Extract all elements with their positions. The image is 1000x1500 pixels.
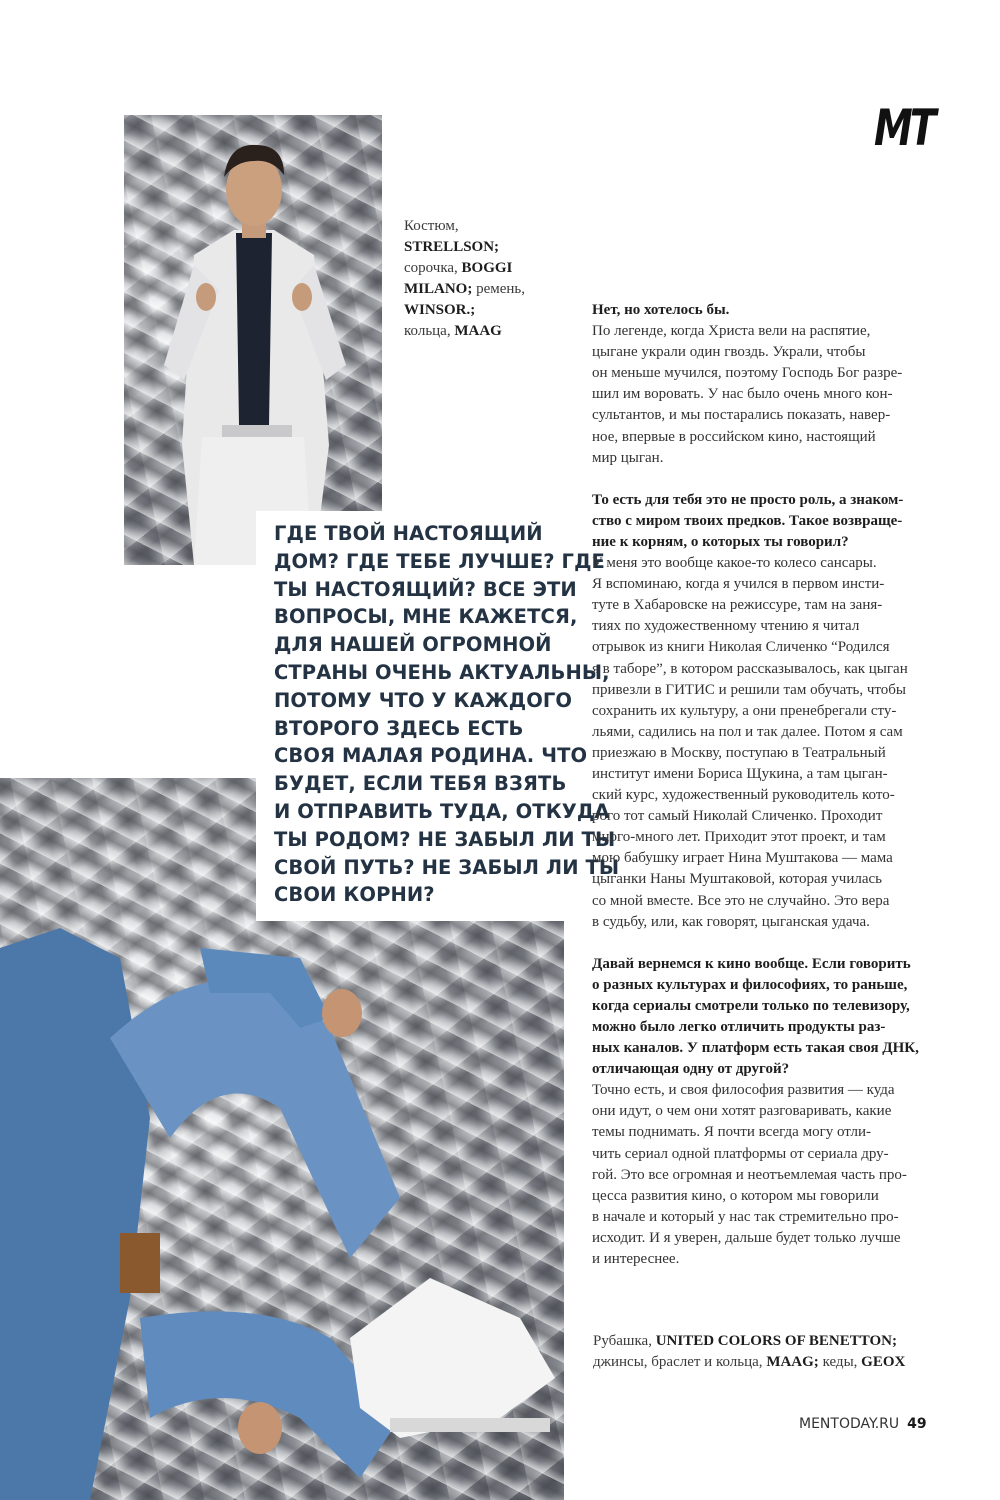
answer-line: цыгане украли один гвоздь. Украли, чтобы xyxy=(592,344,866,361)
caption-line: MILANO; ремень, xyxy=(404,281,526,297)
figure-white-suit xyxy=(124,115,382,565)
answer-line: сохранить их культуру, а они пренебрегали сту- xyxy=(592,702,897,719)
qa-block xyxy=(592,490,932,933)
answer-line: привезли в ГИТИС и решили там обучать, чтобы xyxy=(592,681,906,698)
magazine-logo: MT xyxy=(874,99,934,157)
question-line: Давай вернемся к кино вообще. Если говорить xyxy=(592,955,911,972)
answer-line: в начале и который у нас так стремительно про- xyxy=(592,1208,899,1225)
answer-line: По легенде, когда Христа вели на распятие, xyxy=(592,323,871,340)
answer-line: ский курс, художественный руководитель кото- xyxy=(592,787,895,804)
pull-quote-line: ВОПРОСЫ, МНЕ КАЖЕТСЯ, xyxy=(274,605,578,629)
answer-line: льями, садились на пол и так далее. Потом я сам xyxy=(592,723,903,740)
qa-block xyxy=(592,300,932,469)
caption-line: Костюм, xyxy=(404,218,459,234)
pull-quote-line: ДОМ? ГДЕ ТЕБЕ ЛУЧШЕ? ГДЕ xyxy=(274,549,605,573)
photo-man-in-white-suit xyxy=(124,115,382,565)
question-line: можно было легко отличить продукты раз- xyxy=(592,1019,886,1035)
pull-quote-line: ДЛЯ НАШЕЙ ОГРОМНОЙ xyxy=(274,633,552,657)
question-line: о разных культурах и философиях, то раньше, xyxy=(592,976,908,993)
caption-line: STRELLSON; xyxy=(404,239,500,255)
page-footer xyxy=(799,1416,927,1432)
answer-line: гой. Это все огромная и неотъемлемая часть про- xyxy=(592,1166,907,1183)
answer-line: Я вспоминаю, когда я учился в первом инсти- xyxy=(592,576,885,593)
answer-line: приезжаю в Москву, поступаю в Театральный xyxy=(592,744,886,761)
pull-quote-line: ТЫ НАСТОЯЩИЙ? ВСЕ ЭТИ xyxy=(274,577,577,601)
answer-line: и интереснее. xyxy=(592,1251,680,1268)
answer-line: сультантов, и мы постарались показать, навер- xyxy=(592,407,891,424)
answer-line: мир цыган. xyxy=(592,449,664,466)
answer-line: в судьбу, или, как говорят, цыганская удача. xyxy=(592,913,870,930)
answer-line: цесса развития кино, о котором мы говорили xyxy=(592,1187,879,1204)
pull-quote-line: СВОЯ МАЛАЯ РОДИНА. ЧТО xyxy=(274,744,588,768)
question-line: когда сериалы смотрели только по телевизору, xyxy=(592,997,910,1014)
caption-line: Рубашка, UNITED COLORS OF BENETTON; xyxy=(593,1333,897,1349)
qa-block xyxy=(592,954,932,1270)
answer-line: много-много лет. Приходит этот проект, и там xyxy=(592,829,886,846)
pull-quote xyxy=(274,520,620,909)
question-line: То есть для тебя это не просто роль, а знаком- xyxy=(592,491,904,508)
caption-line: сорочка, BOGGI xyxy=(404,260,513,276)
answer-line: исходит. И я уверен, дальше будет только лучше xyxy=(592,1229,901,1246)
pull-quote-line: ВТОРОГО ЗДЕСЬ ЕСТЬ xyxy=(274,716,524,740)
question-line: ство с миром твоих предков. Такое возвраще- xyxy=(592,512,903,529)
caption-line: WINSOR.; xyxy=(404,302,476,318)
answer-line: темы поднимать. Я почти всегда могу отли- xyxy=(592,1124,871,1141)
question-line: ных каналов. У платформ есть такая своя ДНК, xyxy=(592,1040,919,1057)
pull-quote-line: СВОЙ ПУТЬ? НЕ ЗАБЫЛ ЛИ ТЫ xyxy=(274,855,620,879)
pull-quote-line: ПОТОМУ ЧТО У КАЖДОГО xyxy=(274,688,573,712)
answer-line: они идут, о чем они хотят разговаривать, какие xyxy=(592,1103,892,1120)
pull-quote-line: СВОИ КОРНИ? xyxy=(274,883,435,907)
pull-quote-line: СТРАНЫ ОЧЕНЬ АКТУАЛЬНЫ, xyxy=(274,660,610,684)
photo-caption-bottom xyxy=(593,1331,953,1373)
answer-line: цыганки Наны Муштаковой, которая училась xyxy=(592,871,883,888)
answer-line: У меня это вообще какое-то колесо сансары. xyxy=(592,555,877,572)
answer-line: туте в Хабаровске на режиссуре, там на заня- xyxy=(592,597,883,614)
page-number: 49 xyxy=(907,1416,927,1432)
answer-line: Точно есть, и своя философия развития — куда xyxy=(592,1082,895,1099)
answer-line: чить сериал одной платформы от сериала дру- xyxy=(592,1145,889,1162)
answer-line: отрывок из книги Николая Сличенко “Родился xyxy=(592,639,890,656)
photo-caption-top xyxy=(404,216,544,342)
answer-line: со мной вместе. Все это не случайно. Это вера xyxy=(592,892,890,909)
answer-line: он меньше мучился, поэтому Господь Бог разре- xyxy=(592,365,903,382)
question-line: Нет, но хотелось бы. xyxy=(592,302,730,318)
pull-quote-line: И ОТПРАВИТЬ ТУДА, ОТКУДА xyxy=(274,799,610,823)
answer-line: институт имени Бориса Щукина, а там цыган- xyxy=(592,765,888,782)
answer-line: мою бабушку играет Нина Муштакова — мама xyxy=(592,850,893,867)
caption-line: джинсы, браслет и кольца, MAAG; кеды, GEOX xyxy=(593,1354,906,1370)
pull-quote-line: БУДЕТ, ЕСЛИ ТЕБЯ ВЗЯТЬ xyxy=(274,772,567,796)
answer-line: я в таборе”, в котором рассказывалось, как цыган xyxy=(592,660,908,677)
caption-line: кольца, MAAG xyxy=(404,323,502,339)
question-line: ние к корням, о которых ты говорил? xyxy=(592,533,849,550)
answer-line: рого тот самый Николай Сличенко. Проходит xyxy=(592,808,883,825)
answer-line: шил им воровать. У нас было очень много кон- xyxy=(592,386,893,403)
question-line: отличающая одну от другой? xyxy=(592,1061,790,1078)
pull-quote-line: ГДЕ ТВОЙ НАСТОЯЩИЙ xyxy=(274,522,543,545)
site-url[interactable]: MENTODAY.RU xyxy=(799,1416,900,1432)
answer-line: ное, впервые в российском кино, настоящий xyxy=(592,428,876,445)
article-column xyxy=(592,300,932,1270)
answer-line: тиях по художественному чтению я читал xyxy=(592,618,860,635)
pull-quote-line: ТЫ РОДОМ? НЕ ЗАБЫЛ ЛИ ТЫ xyxy=(274,827,616,851)
